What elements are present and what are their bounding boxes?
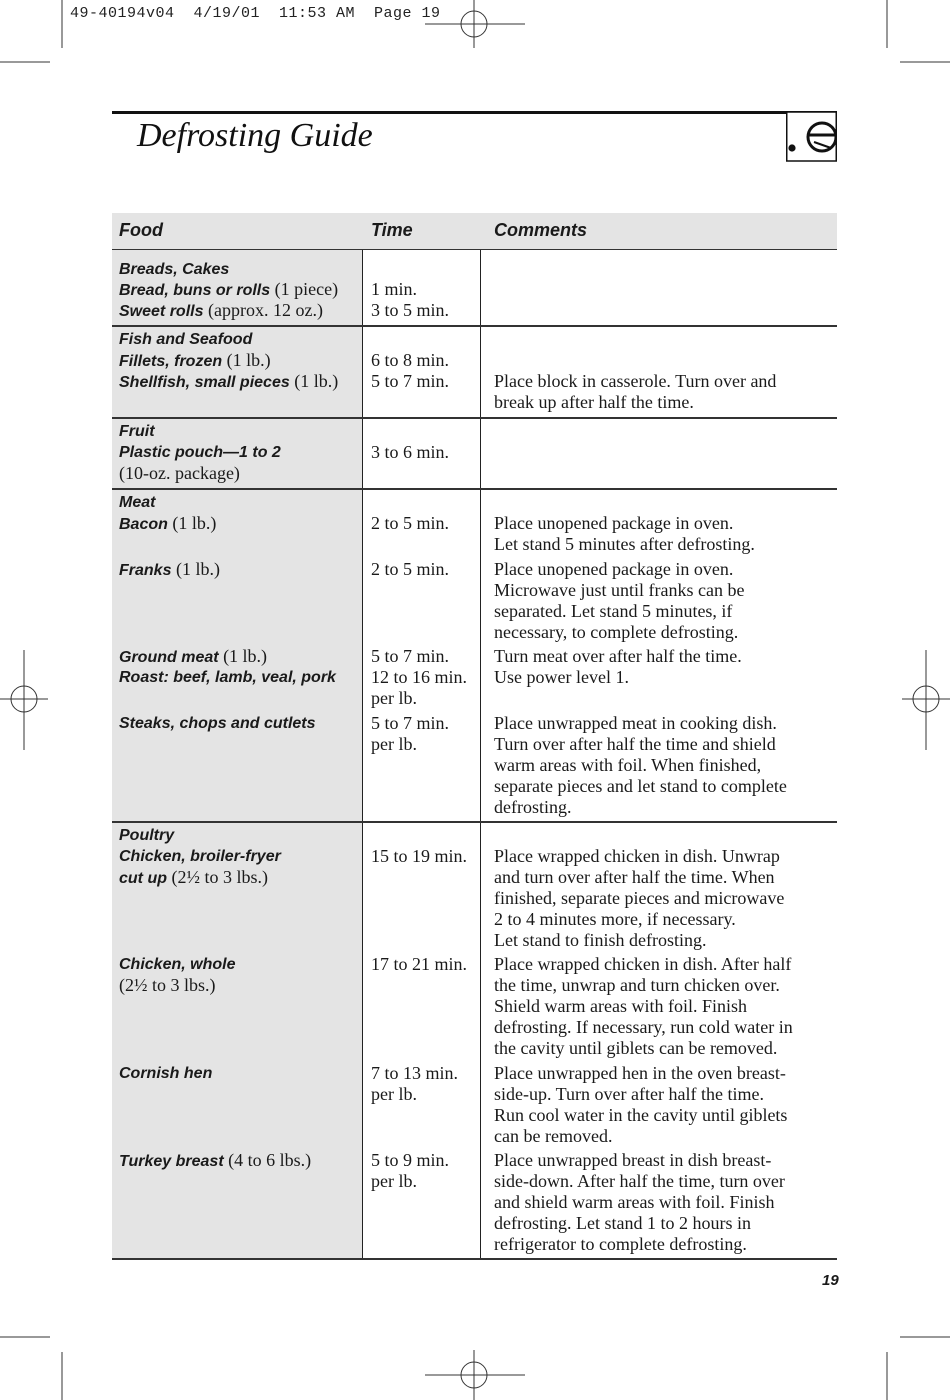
category-label: Fruit bbox=[119, 423, 155, 440]
category-label: Meat bbox=[119, 494, 156, 511]
comment-line: the cavity until giblets can be removed. bbox=[494, 1038, 778, 1058]
comment-line: and shield warm areas with foil. Finish bbox=[494, 1192, 775, 1212]
comment-line: Let stand 5 minutes after defrosting. bbox=[494, 534, 755, 554]
comment-line: refrigerator to complete defrosting. bbox=[494, 1234, 747, 1254]
category-label: Breads, Cakes bbox=[119, 261, 230, 278]
category-label: Fish and Seafood bbox=[119, 331, 253, 348]
section-divider bbox=[112, 488, 837, 490]
comment-line: Run cool water in the cavity until giblets bbox=[494, 1105, 788, 1125]
comment-line: Place block in casserole. Turn over and bbox=[494, 371, 777, 391]
section-divider bbox=[112, 821, 837, 823]
table-header bbox=[112, 213, 837, 250]
time-value: 3 to 5 min. bbox=[371, 300, 450, 320]
comment-line: Place unwrapped breast in dish breast- bbox=[494, 1150, 772, 1170]
time-value: 2 to 5 min. bbox=[371, 513, 450, 533]
column-header-time: Time bbox=[371, 220, 413, 240]
comment-line: side-down. After half the time, turn over bbox=[494, 1171, 785, 1191]
comment-line: Let stand to finish defrosting. bbox=[494, 930, 707, 950]
comment-line: break up after half the time. bbox=[494, 392, 694, 412]
page-title: Defrosting Guide bbox=[137, 117, 373, 154]
food-item-name: Plastic pouch—1 to 2 bbox=[119, 444, 281, 461]
comment-line: Place unwrapped meat in cooking dish. bbox=[494, 713, 777, 733]
food-item-name: Roast: beef, lamb, veal, pork bbox=[119, 669, 336, 686]
food-item-detail: (2½ to 3 lbs.) bbox=[119, 975, 216, 995]
time-value: 5 to 7 min. bbox=[371, 371, 450, 391]
food-item-name: Chicken, broiler-fryer bbox=[119, 848, 281, 865]
food-item: Ground meat (1 lb.) bbox=[119, 646, 268, 666]
defrost-gauge-icon bbox=[786, 111, 837, 162]
comment-line: Shield warm areas with foil. Finish bbox=[494, 996, 747, 1016]
comment-line: separate pieces and let stand to complete bbox=[494, 776, 787, 796]
comment-line: Place unopened package in oven. bbox=[494, 559, 734, 579]
column-header-food: Food bbox=[119, 220, 163, 240]
food-item: Fillets, frozen (1 lb.) bbox=[119, 350, 271, 370]
food-item-name: Cornish hen bbox=[119, 1065, 213, 1082]
food-item: Sweet rolls (approx. 12 oz.) bbox=[119, 300, 323, 320]
food-item: Turkey breast (4 to 6 lbs.) bbox=[119, 1150, 312, 1170]
column-divider bbox=[362, 250, 363, 1259]
comment-line: 2 to 4 minutes more, if necessary. bbox=[494, 909, 736, 929]
section-divider bbox=[112, 417, 837, 419]
comment-line: Use power level 1. bbox=[494, 667, 629, 687]
food-item-name: Steaks, chops and cutlets bbox=[119, 715, 316, 732]
comment-line: finished, separate pieces and microwave bbox=[494, 888, 785, 908]
time-value: 3 to 6 min. bbox=[371, 442, 450, 462]
column-header-comments: Comments bbox=[494, 220, 588, 240]
time-value: 5 to 9 min. bbox=[371, 1150, 450, 1170]
food-item: Shellfish, small pieces (1 lb.) bbox=[119, 371, 339, 391]
title-rule bbox=[112, 111, 837, 114]
time-value: 2 to 5 min. bbox=[371, 559, 450, 579]
time-value: 6 to 8 min. bbox=[371, 350, 450, 370]
food-item-name: Chicken, whole bbox=[119, 956, 236, 973]
time-value: per lb. bbox=[371, 1171, 417, 1191]
food-item: cut up (2½ to 3 lbs.) bbox=[119, 867, 268, 887]
comment-line: Place unwrapped hen in the oven breast- bbox=[494, 1063, 786, 1083]
time-value: per lb. bbox=[371, 688, 417, 708]
food-column-shading bbox=[112, 250, 362, 1259]
comment-line: necessary, to complete defrosting. bbox=[494, 622, 739, 642]
comment-line: Place unopened package in oven. bbox=[494, 513, 734, 533]
comment-line: Turn meat over after half the time. bbox=[494, 646, 742, 666]
time-value: 7 to 13 min. bbox=[371, 1063, 459, 1083]
time-value: 17 to 21 min. bbox=[371, 954, 468, 974]
page-number: 19 bbox=[822, 1272, 839, 1289]
comment-line: separated. Let stand 5 minutes, if bbox=[494, 601, 733, 621]
comment-line: Turn over after half the time and shield bbox=[494, 734, 776, 754]
comment-line: defrosting. Let stand 1 to 2 hours in bbox=[494, 1213, 751, 1233]
comment-line: defrosting. bbox=[494, 797, 572, 817]
time-value: 15 to 19 min. bbox=[371, 846, 468, 866]
time-value: 5 to 7 min. bbox=[371, 646, 450, 666]
column-divider bbox=[480, 250, 481, 1259]
comment-line: the time, unwrap and turn chicken over. bbox=[494, 975, 780, 995]
section-divider bbox=[112, 325, 837, 327]
time-value: per lb. bbox=[371, 1084, 417, 1104]
food-item: Bacon (1 lb.) bbox=[119, 513, 217, 533]
comment-line: side-up. Turn over after half the time. bbox=[494, 1084, 764, 1104]
comment-line: can be removed. bbox=[494, 1126, 613, 1146]
comment-line: and turn over after half the time. When bbox=[494, 867, 775, 887]
time-value: 1 min. bbox=[371, 279, 418, 299]
comment-line: Place wrapped chicken in dish. After half bbox=[494, 954, 792, 974]
table-bottom-rule bbox=[112, 1258, 837, 1260]
comment-line: warm areas with foil. When finished, bbox=[494, 755, 762, 775]
comment-line: defrosting. If necessary, run cold water in bbox=[494, 1017, 793, 1037]
category-label: Poultry bbox=[119, 827, 175, 844]
print-slug: 49-40194v04 4/19/01 11:53 AM Page 19 bbox=[70, 5, 441, 22]
food-item: Bread, buns or rolls (1 piece) bbox=[119, 279, 339, 299]
food-item: Franks (1 lb.) bbox=[119, 559, 220, 579]
time-value: 12 to 16 min. bbox=[371, 667, 468, 687]
food-item-detail: (10-oz. package) bbox=[119, 463, 240, 483]
comment-line: Place wrapped chicken in dish. Unwrap bbox=[494, 846, 780, 866]
time-value: per lb. bbox=[371, 734, 417, 754]
comment-line: Microwave just until franks can be bbox=[494, 580, 745, 600]
time-value: 5 to 7 min. bbox=[371, 713, 450, 733]
